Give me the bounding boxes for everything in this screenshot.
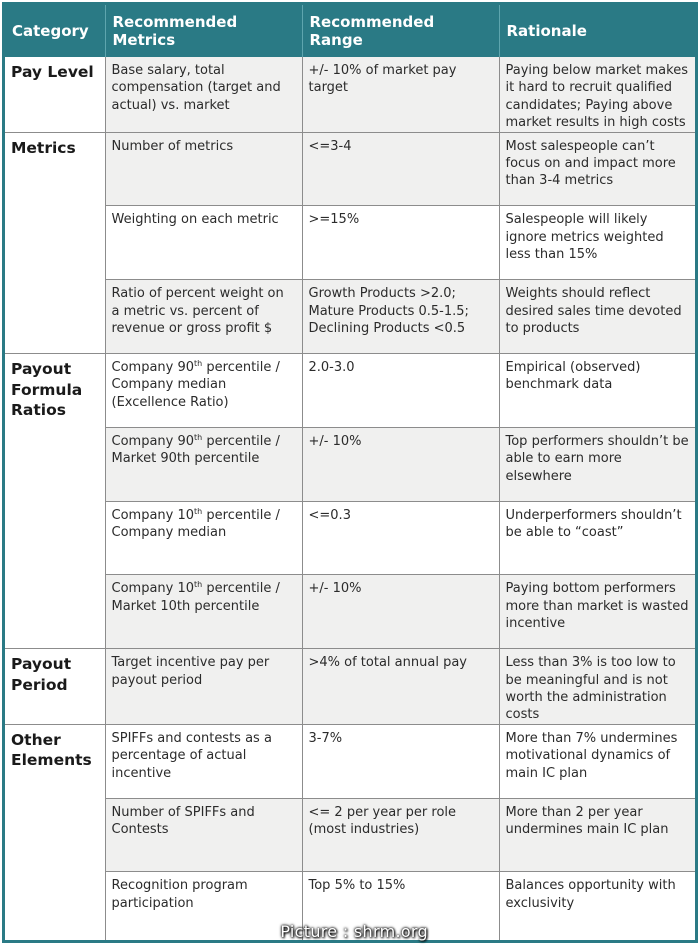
metric-text-b: percentile / Company median [111,507,280,541]
range-cell: >4% of total annual pay [302,649,499,725]
recommendations-table-frame [2,2,698,943]
rationale-cell: Balances opportunity with exclusivity [499,872,695,943]
table-row [5,132,695,206]
metric-text-b: percentile / Company median (Excellence Ratio) [111,360,280,410]
metric-cell [105,501,302,575]
metric-text-b: percentile / Market 10th percentile [111,581,280,614]
table-row [5,724,695,798]
table-row [5,501,695,575]
range-cell: +/- 10% [302,575,499,649]
metric-cell: Target incentive pay per payout period [105,649,302,725]
range-cell: >=15% [302,206,499,280]
range-cell: +/- 10% [302,427,499,501]
range-cell: 2.0-3.0 [302,354,499,428]
table-row [5,354,695,428]
metric-text-a: Company 90 [111,433,195,449]
metric-cell: Ratio of percent weight on a metric vs. percent of revenue or gross profit $ [105,280,302,354]
metric-cell: SPIFFs and contests as a percentage of actual incentive [105,724,302,798]
rationale-cell: Most salespeople can’t focus on and impact more than 3-4 metrics [499,132,695,206]
rationale-cell: More than 7% undermines motivational dynamics of main IC plan [499,724,695,798]
watermark-credit: Picture : shrm.org [280,922,428,941]
metric-text-a: Company 10 [111,581,195,597]
metric-cell: Recognition program participation [105,872,302,943]
category-pay-level: Pay Level [5,57,105,132]
rationale-cell: Weights should reflect desired sales time devoted to products [499,280,695,354]
rationale-cell: Salespeople will likely ignore metrics weighted less than 15% [499,206,695,280]
header-recommended-range: Recommended Range [302,5,499,57]
header-row [5,5,695,57]
metric-cell: Weighting on each metric [105,206,302,280]
table-row [5,575,695,649]
rationale-cell: Less than 3% is too low to be meaningful and is not worth the administration costs [499,649,695,725]
metric-cell [105,427,302,501]
rationale-cell: Paying bottom performers more than market is wasted incentive [499,575,695,649]
rationale-cell: Empirical (observed) benchmark data [499,354,695,428]
table-row [5,798,695,872]
metric-superscript: th [194,432,203,442]
category-payout-period: Payout Period [5,649,105,725]
metric-superscript: th [194,580,203,590]
metric-text-a: Company 10 [111,507,195,523]
rationale-cell: Paying below market makes it hard to recruit qualified candidates; Paying above market results in high costs [499,57,695,132]
header-rationale: Rationale [499,5,695,57]
table-row [5,649,695,725]
category-other-elements: Other Elements [5,724,105,943]
rationale-cell: Top performers shouldn’t be able to earn more elsewhere [499,427,695,501]
category-metrics: Metrics [5,132,105,353]
table-row [5,427,695,501]
range-cell: +/- 10% of market pay target [302,57,499,132]
metric-cell: Number of SPIFFs and Contests [105,798,302,872]
metric-superscript: th [194,506,203,516]
metric-cell: Base salary, total compensation (target and actual) vs. market [105,57,302,132]
range-cell: <=3-4 [302,132,499,206]
range-cell: <= 2 per year per role (most industries) [302,798,499,872]
table-row [5,280,695,354]
metric-cell [105,354,302,428]
header-recommended-metrics: Recommended Metrics [105,5,302,57]
rationale-cell: More than 2 per year undermines main IC plan [499,798,695,872]
metric-superscript: th [194,359,203,369]
range-cell: Top 5% to 15% [302,872,499,943]
range-cell: 3-7% [302,724,499,798]
metric-cell: Number of metrics [105,132,302,206]
range-cell: Growth Products >2.0; Mature Products 0.5-1.5; Declining Products <0.5 [302,280,499,354]
metric-text-b: percentile / Market 90th percentile [111,433,280,467]
table-row [5,206,695,280]
recommendations-table [5,5,695,943]
metric-text-a: Company 90 [111,360,195,376]
category-payout-formula-ratios: Payout Formula Ratios [5,354,105,649]
header-category: Category [5,5,105,57]
metric-cell [105,575,302,649]
range-cell: <=0.3 [302,501,499,575]
rationale-cell: Underperformers shouldn’t be able to “coast” [499,501,695,575]
table-row [5,57,695,132]
